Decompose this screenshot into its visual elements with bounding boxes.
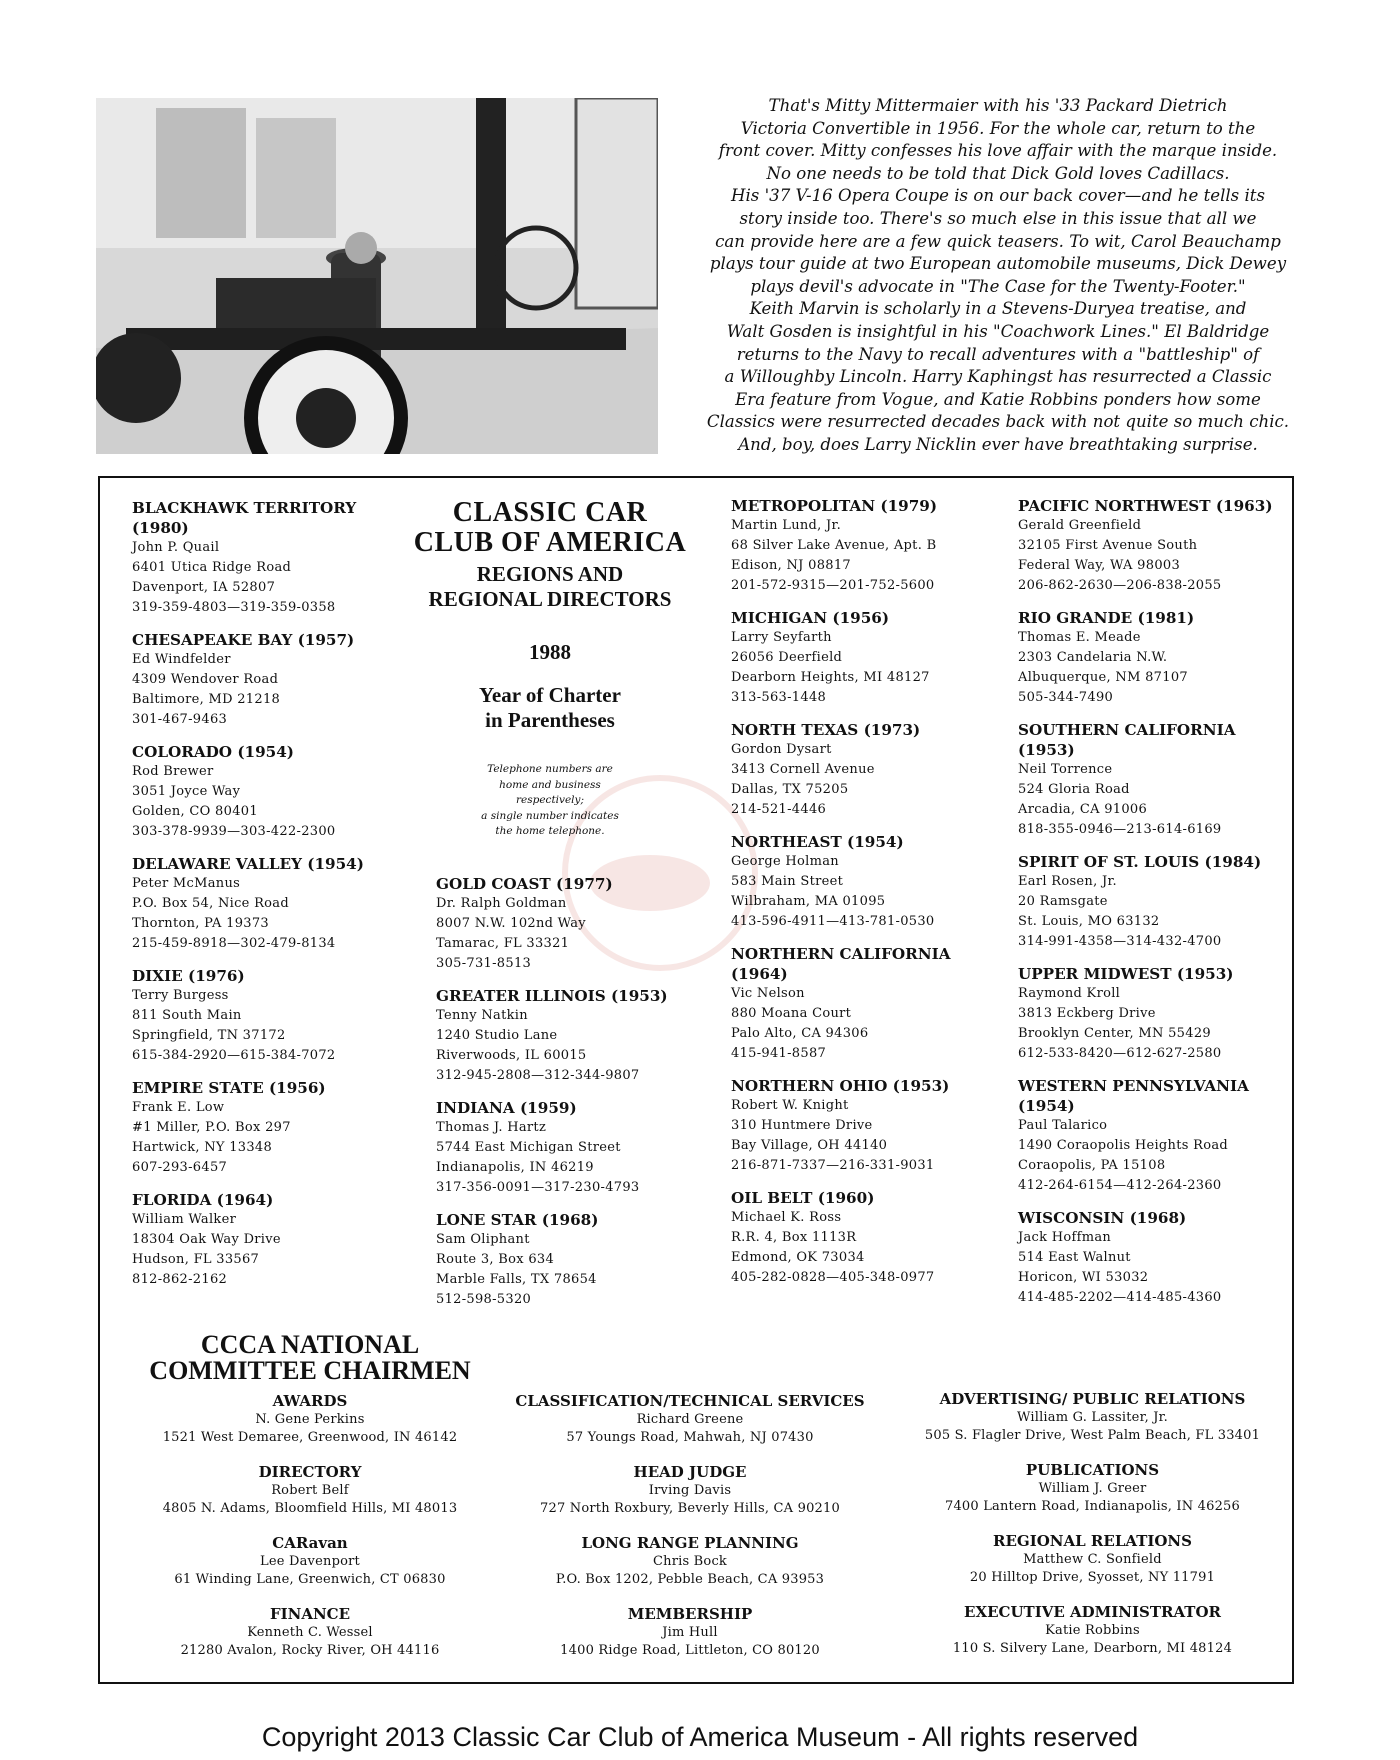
region-detail: 32105 First Avenue South <box>1018 538 1198 553</box>
committee-entry <box>490 1392 890 1447</box>
region-detail: Edmond, OK 73034 <box>731 1250 865 1265</box>
committee-name: CLASSIFICATION/TECHNICAL SERVICES <box>515 1392 865 1410</box>
committee-entry <box>120 1605 500 1660</box>
caption-line: No one needs to be told that Dick Gold loves Cadillacs. <box>766 163 1230 183</box>
committee-entry <box>895 1603 1290 1658</box>
region-detail: Federal Way, WA 98003 <box>1018 558 1181 573</box>
region-detail: Jack Hoffman <box>1018 1230 1112 1245</box>
committee-column-left <box>120 1392 500 1676</box>
region-detail: George Holman <box>731 854 839 869</box>
telephone-note <box>450 762 650 840</box>
region-entry <box>1018 1076 1288 1196</box>
caption-line: Keith Marvin is scholarly in a Stevens-Duryea treatise, and <box>749 299 1247 319</box>
region-name: DELAWARE VALLEY (1954) <box>132 855 364 873</box>
region-detail: 514 East Walnut <box>1018 1250 1131 1265</box>
region-detail: Gerald Greenfield <box>1018 518 1142 533</box>
region-entry <box>132 498 382 618</box>
region-detail: Albuquerque, NM 87107 <box>1018 670 1188 685</box>
region-name: SOUTHERN CALIFORNIA (1953) <box>1018 721 1236 759</box>
regions-column-1 <box>132 498 382 1302</box>
region-detail: 3051 Joyce Way <box>132 784 241 799</box>
region-detail: P.O. Box 54, Nice Road <box>132 896 289 911</box>
region-detail: 310 Huntmere Drive <box>731 1118 873 1133</box>
region-detail: 305-731-8513 <box>436 956 532 971</box>
caption-line: returns to the Navy to recall adventures with a "battleship" of <box>736 344 1260 364</box>
committee-name: LONG RANGE PLANNING <box>581 1534 799 1552</box>
committee-detail: Kenneth C. Wessel <box>247 1625 373 1640</box>
region-detail: Davenport, IA 52807 <box>132 580 276 595</box>
region-detail: 1240 Studio Lane <box>436 1028 558 1043</box>
region-entry <box>132 854 382 954</box>
car-chassis-photo-icon <box>96 98 658 454</box>
region-detail: St. Louis, MO 63132 <box>1018 914 1160 929</box>
committee-detail: 727 North Roxbury, Beverly Hills, CA 90210 <box>540 1501 840 1516</box>
region-detail: 412-264-6154—412-264-2360 <box>1018 1178 1222 1193</box>
caption-line: plays tour guide at two European automobile museums, Dick Dewey <box>709 254 1287 274</box>
region-detail: 1490 Coraopolis Heights Road <box>1018 1138 1229 1153</box>
region-detail: R.R. 4, Box 1113R <box>731 1230 857 1245</box>
caption-line: Walt Gosden is insightful in his "Coachwork Lines." El Baldridge <box>726 321 1270 341</box>
region-detail: Edison, NJ 08817 <box>731 558 851 573</box>
committee-entry <box>120 1463 500 1518</box>
region-entry <box>1018 720 1288 840</box>
region-entry <box>731 720 991 820</box>
committee-detail: P.O. Box 1202, Pebble Beach, CA 93953 <box>555 1572 825 1587</box>
charter-note: in Parentheses <box>485 708 615 732</box>
region-detail: John P. Quail <box>132 540 220 555</box>
region-entry <box>731 608 991 708</box>
region-detail: Dr. Ralph Goldman <box>436 896 567 911</box>
region-detail: 313-563-1448 <box>731 690 827 705</box>
region-detail: 512-598-5320 <box>436 1292 532 1307</box>
heading-year: 1988 <box>529 640 571 664</box>
region-detail: Route 3, Box 634 <box>436 1252 555 1267</box>
region-detail: 26056 Deerfield <box>731 650 843 665</box>
telephone-note-line: home and business <box>499 778 601 791</box>
photo-caption <box>688 95 1308 457</box>
region-entry <box>731 832 991 932</box>
region-detail: 312-945-2808—312-344-9807 <box>436 1068 640 1083</box>
region-detail: 8007 N.W. 102nd Way <box>436 916 586 931</box>
region-entry <box>132 630 382 730</box>
committee-name: CARavan <box>272 1534 348 1552</box>
region-detail: 5744 East Michigan Street <box>436 1140 621 1155</box>
committee-entry <box>120 1534 500 1589</box>
regions-box <box>98 476 1294 1684</box>
committee-detail: 7400 Lantern Road, Indianapolis, IN 46256 <box>944 1499 1241 1514</box>
region-name: PACIFIC NORTHWEST (1963) <box>1018 497 1273 515</box>
region-detail: Indianapolis, IN 46219 <box>436 1160 594 1175</box>
heading-line: CLUB OF AMERICA <box>413 527 687 558</box>
region-detail: Arcadia, CA 91006 <box>1018 802 1148 817</box>
region-entry <box>1018 964 1288 1064</box>
caption-line: And, boy, does Larry Nicklin ever have breathtaking surprise. <box>738 434 1258 454</box>
committee-entry <box>490 1463 890 1518</box>
region-entry <box>132 742 382 842</box>
region-entry <box>1018 852 1288 952</box>
region-entry <box>132 1190 382 1290</box>
region-detail: Tenny Natkin <box>436 1008 528 1023</box>
committee-detail: Robert Belf <box>271 1483 349 1498</box>
car-chassis-photo <box>96 98 658 454</box>
committee-name: MEMBERSHIP <box>627 1605 753 1623</box>
region-detail: 214-521-4446 <box>731 802 827 817</box>
committee-detail: 21280 Avalon, Rocky River, OH 44116 <box>180 1643 440 1658</box>
region-entry <box>1018 1208 1288 1308</box>
regions-column-4 <box>1018 496 1288 1320</box>
committee-detail: 1521 West Demaree, Greenwood, IN 46142 <box>162 1430 458 1445</box>
national-title-line: CCCA NATIONAL <box>200 1330 420 1359</box>
region-detail: 4309 Wendover Road <box>132 672 279 687</box>
committee-name: AWARDS <box>272 1392 348 1410</box>
regions-column-3 <box>731 496 991 1300</box>
region-name: NORTHEAST (1954) <box>731 833 904 851</box>
region-name: EMPIRE STATE (1956) <box>132 1079 326 1097</box>
committee-detail: Jim Hull <box>662 1625 718 1640</box>
telephone-note-line: Telephone numbers are <box>487 763 613 775</box>
region-detail: Palo Alto, CA 94306 <box>731 1026 869 1041</box>
committee-detail: 4805 N. Adams, Bloomfield Hills, MI 48013 <box>162 1501 458 1516</box>
committee-detail: 1400 Ridge Road, Littleton, CO 80120 <box>560 1643 820 1658</box>
region-detail: Paul Talarico <box>1018 1118 1108 1133</box>
committee-detail: 20 Hilltop Drive, Syosset, NY 11791 <box>969 1570 1216 1585</box>
region-detail: Marble Falls, TX 78654 <box>436 1272 597 1287</box>
committee-column-middle <box>490 1392 890 1676</box>
region-detail: Larry Seyfarth <box>731 630 832 645</box>
region-detail: Brooklyn Center, MN 55429 <box>1018 1026 1211 1041</box>
region-detail: Thomas E. Meade <box>1018 630 1141 645</box>
regions-heading <box>400 498 700 733</box>
region-detail: Sam Oliphant <box>436 1232 530 1247</box>
region-detail: Peter McManus <box>132 876 241 891</box>
region-detail: Springfield, TN 37172 <box>132 1028 286 1043</box>
heading-line: REGIONAL DIRECTORS <box>428 587 672 611</box>
committee-detail: William G. Lassiter, Jr. <box>1017 1410 1168 1425</box>
region-detail: 812-862-2162 <box>132 1272 228 1287</box>
committee-column-right <box>895 1390 1290 1674</box>
region-detail: 2303 Candelaria N.W. <box>1018 650 1168 665</box>
committee-name: PUBLICATIONS <box>1025 1461 1160 1479</box>
region-detail: 413-596-4911—413-781-0530 <box>731 914 935 929</box>
caption-line: plays devil's advocate in "The Case for the Twenty-Footer." <box>750 276 1246 296</box>
caption-line: a Willoughby Lincoln. Harry Kaphingst has resurrected a Classic <box>724 367 1272 387</box>
region-detail: 405-282-0828—405-348-0977 <box>731 1270 935 1285</box>
committee-detail: 505 S. Flagler Drive, West Palm Beach, FL 33401 <box>924 1428 1261 1443</box>
region-detail: 505-344-7490 <box>1018 690 1114 705</box>
region-detail: Coraopolis, PA 15108 <box>1018 1158 1166 1173</box>
region-detail: 607-293-6457 <box>132 1160 228 1175</box>
committee-detail: 110 S. Silvery Lane, Dearborn, MI 48124 <box>952 1641 1233 1656</box>
region-detail: Rod Brewer <box>132 764 214 779</box>
region-detail: Wilbraham, MA 01095 <box>731 894 886 909</box>
region-name: CHESAPEAKE BAY (1957) <box>132 631 355 649</box>
region-detail: Neil Torrence <box>1018 762 1113 777</box>
region-entry <box>132 1078 382 1178</box>
region-name: COLORADO (1954) <box>132 743 294 761</box>
telephone-note-line: the home telephone. <box>495 825 605 837</box>
region-detail: #1 Miller, P.O. Box 297 <box>132 1120 291 1135</box>
region-detail: 319-359-4803—319-359-0358 <box>132 600 336 615</box>
region-name: INDIANA (1959) <box>436 1099 577 1117</box>
region-entry <box>731 496 991 596</box>
committee-entry <box>490 1605 890 1660</box>
region-name: LONE STAR (1968) <box>436 1211 599 1229</box>
charter-note: Year of Charter <box>479 683 621 707</box>
region-detail: 314-991-4358—314-432-4700 <box>1018 934 1222 949</box>
region-name: GOLD COAST (1977) <box>436 875 613 893</box>
region-detail: Terry Burgess <box>132 988 229 1003</box>
caption-line: His '37 V-16 Opera Coupe is on our back cover—and he tells its <box>731 186 1265 206</box>
region-entry <box>436 1210 686 1310</box>
region-detail: 583 Main Street <box>731 874 844 889</box>
region-detail: Hartwick, NY 13348 <box>132 1140 273 1155</box>
region-detail: 524 Gloria Road <box>1018 782 1130 797</box>
committee-entry <box>490 1534 890 1589</box>
region-detail: 215-459-8918—302-479-8134 <box>132 936 336 951</box>
region-detail: Gordon Dysart <box>731 742 832 757</box>
region-detail: Earl Rosen, Jr. <box>1018 874 1117 889</box>
committee-name: FINANCE <box>269 1605 351 1623</box>
committee-detail: 61 Winding Lane, Greenwich, CT 06830 <box>174 1572 446 1587</box>
region-name: WISCONSIN (1968) <box>1018 1209 1187 1227</box>
regions-column-2 <box>436 874 686 1322</box>
region-detail: Vic Nelson <box>731 986 805 1001</box>
caption-line: can provide here are a few quick teasers. To wit, Carol Beauchamp <box>715 231 1281 251</box>
committee-detail: Lee Davenport <box>260 1554 360 1569</box>
region-detail: 317-356-0091—317-230-4793 <box>436 1180 640 1195</box>
telephone-note-line: respectively; <box>516 794 584 806</box>
region-detail: 3813 Eckberg Drive <box>1018 1006 1156 1021</box>
region-detail: Hudson, FL 33567 <box>132 1252 260 1267</box>
region-name: NORTH TEXAS (1973) <box>731 721 921 739</box>
region-name: WESTERN PENNSYLVANIA (1954) <box>1018 1077 1249 1115</box>
caption-line: Era feature from Vogue, and Katie Robbins ponders how some <box>735 389 1261 409</box>
region-name: NORTHERN CALIFORNIA (1964) <box>731 945 951 983</box>
region-entry <box>436 986 686 1086</box>
committee-detail: N. Gene Perkins <box>255 1412 365 1427</box>
region-detail: Thornton, PA 19373 <box>132 916 269 931</box>
region-detail: Robert W. Knight <box>731 1098 849 1113</box>
committee-entry <box>895 1461 1290 1516</box>
committee-detail: Katie Robbins <box>1045 1623 1140 1638</box>
region-detail: 818-355-0946—213-614-6169 <box>1018 822 1222 837</box>
region-detail: 612-533-8420—612-627-2580 <box>1018 1046 1222 1061</box>
region-detail: 414-485-2202—414-485-4360 <box>1018 1290 1222 1305</box>
region-detail: William Walker <box>132 1212 237 1227</box>
region-detail: Michael K. Ross <box>731 1210 842 1225</box>
region-detail: 615-384-2920—615-384-7072 <box>132 1048 336 1063</box>
committee-entry <box>895 1532 1290 1587</box>
committee-detail: Matthew C. Sonfield <box>1023 1552 1162 1567</box>
committee-detail: Richard Greene <box>636 1412 744 1427</box>
committee-name: EXECUTIVE ADMINISTRATOR <box>964 1603 1221 1621</box>
committee-detail: 57 Youngs Road, Mahwah, NJ 07430 <box>566 1430 814 1445</box>
region-detail: Martin Lund, Jr. <box>731 518 842 533</box>
region-name: SPIRIT OF ST. LOUIS (1984) <box>1018 853 1262 871</box>
region-entry <box>1018 496 1288 596</box>
region-detail: 303-378-9939—303-422-2300 <box>132 824 336 839</box>
committee-name: ADVERTISING/ PUBLIC RELATIONS <box>939 1390 1246 1408</box>
caption-line: Victoria Convertible in 1956. For the whole car, return to the <box>740 118 1256 138</box>
region-detail: Golden, CO 80401 <box>132 804 258 819</box>
committee-detail: William J. Greer <box>1038 1481 1147 1496</box>
region-detail: Horicon, WI 53032 <box>1018 1270 1149 1285</box>
region-name: UPPER MIDWEST (1953) <box>1018 965 1234 983</box>
committee-name: DIRECTORY <box>258 1463 362 1481</box>
region-detail: Dearborn Heights, MI 48127 <box>731 670 930 685</box>
region-detail: Bay Village, OH 44140 <box>731 1138 888 1153</box>
committee-detail: Irving Davis <box>648 1483 732 1498</box>
caption-line: Classics were resurrected decades back with not quite so much chic. <box>706 412 1290 432</box>
region-entry <box>731 1188 991 1288</box>
committee-detail: Chris Bock <box>652 1554 728 1569</box>
region-detail: Raymond Kroll <box>1018 986 1121 1001</box>
committee-entry <box>895 1390 1290 1445</box>
region-detail: Riverwoods, IL 60015 <box>436 1048 587 1063</box>
region-entry <box>132 966 382 1066</box>
region-entry <box>1018 608 1288 708</box>
region-detail: 415-941-8587 <box>731 1046 827 1061</box>
region-entry <box>731 944 991 1064</box>
region-name: METROPOLITAN (1979) <box>731 497 938 515</box>
region-name: NORTHERN OHIO (1953) <box>731 1077 950 1095</box>
region-name: FLORIDA (1964) <box>132 1191 274 1209</box>
heading-line: CLASSIC CAR <box>452 497 648 528</box>
region-detail: Thomas J. Hartz <box>436 1120 547 1135</box>
national-title-line: COMMITTEE CHAIRMEN <box>149 1356 471 1385</box>
region-detail: 201-572-9315—201-752-5600 <box>731 578 935 593</box>
committee-name: REGIONAL RELATIONS <box>993 1532 1192 1550</box>
region-detail: Tamarac, FL 33321 <box>436 936 570 951</box>
telephone-note-line: a single number indicates <box>481 809 619 822</box>
region-detail: 68 Silver Lake Avenue, Apt. B <box>731 538 937 553</box>
region-entry <box>436 874 686 974</box>
caption-line: That's Mitty Mittermaier with his '33 Packard Dietrich <box>768 96 1228 115</box>
region-detail: Baltimore, MD 21218 <box>132 692 281 707</box>
region-detail: Frank E. Low <box>132 1100 225 1115</box>
region-detail: 20 Ramsgate <box>1018 894 1108 909</box>
region-detail: 880 Moana Court <box>731 1006 852 1021</box>
copyright-footer: Copyright 2013 Classic Car Club of America Museum - All rights reserved <box>261 1722 1139 1752</box>
region-detail: 6401 Utica Ridge Road <box>132 560 292 575</box>
region-detail: 206-862-2630—206-838-2055 <box>1018 578 1222 593</box>
region-name: BLACKHAWK TERRITORY (1980) <box>132 499 357 537</box>
region-name: DIXIE (1976) <box>132 967 245 985</box>
region-detail: 18304 Oak Way Drive <box>132 1232 281 1247</box>
region-detail: 811 South Main <box>132 1008 242 1023</box>
region-name: OIL BELT (1960) <box>731 1189 875 1207</box>
region-name: GREATER ILLINOIS (1953) <box>436 987 668 1005</box>
heading-line: REGIONS AND <box>476 562 624 586</box>
region-detail: 301-467-9463 <box>132 712 228 727</box>
committee-entry <box>120 1392 500 1447</box>
region-name: RIO GRANDE (1981) <box>1018 609 1195 627</box>
national-committee-title <box>140 1332 480 1384</box>
region-name: MICHIGAN (1956) <box>731 609 890 627</box>
region-entry <box>436 1098 686 1198</box>
region-detail: Dallas, TX 75205 <box>731 782 849 797</box>
region-detail: Ed Windfelder <box>132 652 231 667</box>
caption-line: front cover. Mitty confesses his love affair with the marque inside. <box>718 141 1278 161</box>
region-detail: 3413 Cornell Avenue <box>731 762 875 777</box>
caption-line: story inside too. There's so much else in this issue that all we <box>739 208 1257 228</box>
region-entry <box>731 1076 991 1176</box>
region-detail: 216-871-7337—216-331-9031 <box>731 1158 935 1173</box>
committee-name: HEAD JUDGE <box>633 1463 747 1481</box>
